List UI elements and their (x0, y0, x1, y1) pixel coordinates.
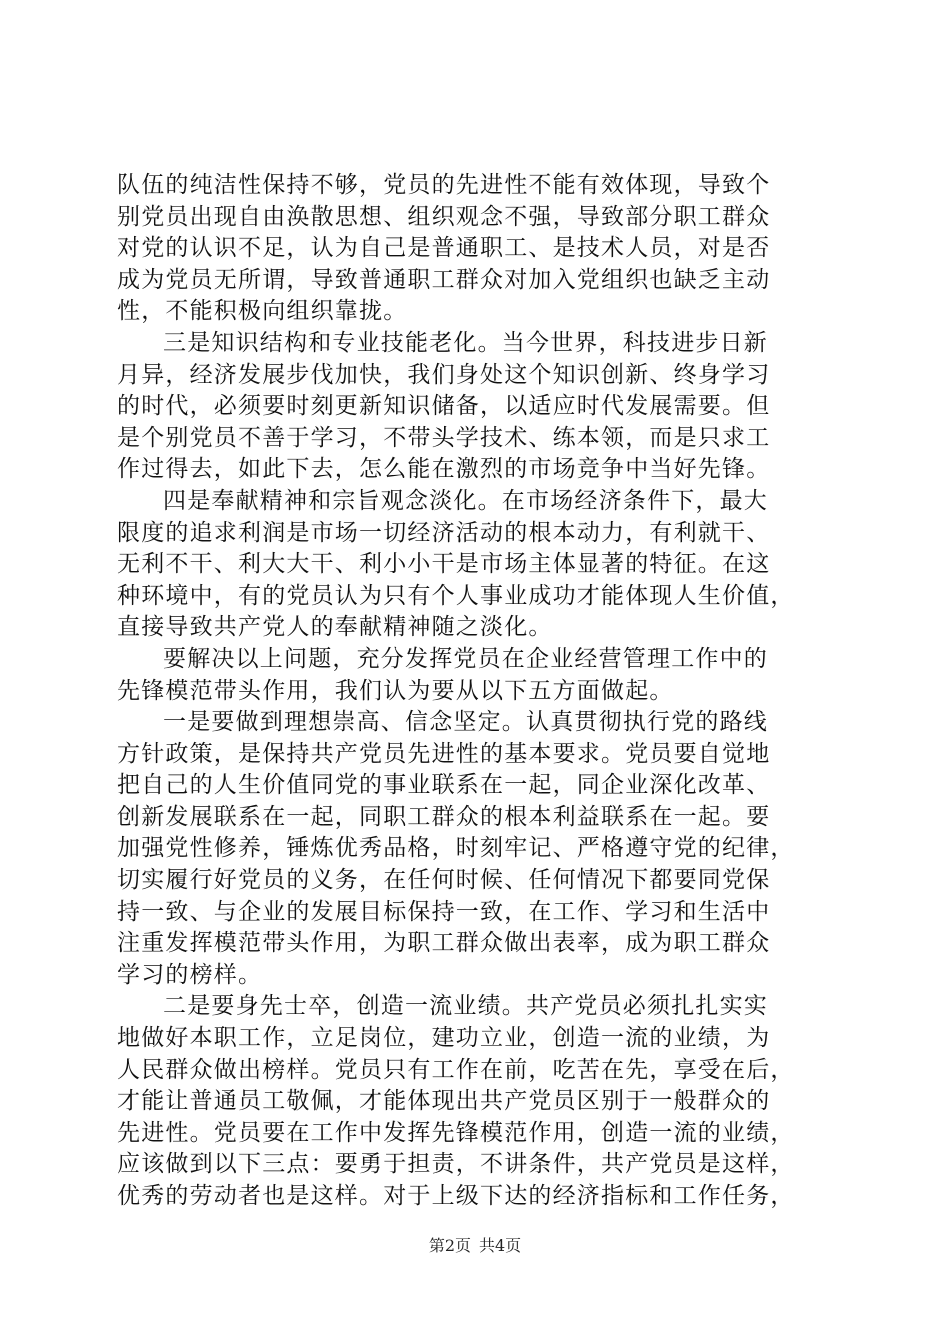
text-line: 无利不干、利大大干、利小小干是市场主体显著的特征。在这 (117, 551, 771, 578)
text-line: 的时代，必须要时刻更新知识储备，以适应时代发展需要。但 (117, 393, 771, 420)
text-line: 直接导致共产党人的奉献精神随之淡化。 (117, 614, 553, 641)
text-line: 月异，经济发展步伐加快，我们身处这个知识创新、终身学习 (117, 361, 771, 388)
text-line: 方针政策，是保持共产党员先进性的基本要求。党员要自觉地 (117, 740, 771, 767)
text-line: 创新发展联系在一起，同职工群众的根本利益联系在一起。要 (117, 803, 771, 830)
text-line: 学习的榜样。 (117, 961, 263, 988)
text-line: 加强党性修养，锤炼优秀品格，时刻牢记、严格遵守党的纪律， (117, 835, 795, 862)
text-line: 限度的追求利润是市场一切经济活动的根本动力，有利就干、 (117, 519, 771, 546)
text-line: 是个别党员不善于学习，不带头学技术、练本领，而是只求工 (117, 424, 771, 451)
text-line: 注重发挥模范带头作用，为职工群众做出表率，成为职工群众 (117, 930, 771, 957)
text-line: 对党的认识不足，认为自己是普通职工、是技术人员，对是否 (117, 235, 771, 262)
text-line: 人民群众做出榜样。党员只有工作在前，吃苦在先，享受在后， (117, 1056, 795, 1083)
text-line: 才能让普通员工敬佩，才能体现出共产党员区别于一般群众的 (117, 1088, 771, 1115)
text-line: 性，不能积极向组织靠拢。 (117, 298, 408, 325)
text-line: 把自己的人生价值同党的事业联系在一起，同企业深化改革、 (117, 772, 771, 799)
text-line: 优秀的劳动者也是这样。对于上级下达的经济指标和工作任务， (117, 1183, 795, 1209)
page-footer (0, 1236, 950, 1256)
text-line: 一是要做到理想崇高、信念坚定。认真贯彻执行党的路线 (163, 709, 768, 736)
text-line: 队伍的纯洁性保持不够，党员的先进性不能有效体现，导致个 (117, 172, 771, 198)
text-line: 别党员出现自由涣散思想、组织观念不强，导致部分职工群众 (117, 203, 771, 230)
text-line: 持一致、与企业的发展目标保持一致，在工作、学习和生活中 (117, 898, 771, 925)
text-line: 成为党员无所谓，导致普通职工群众对加入党组织也缺乏主动 (117, 266, 771, 293)
text-line: 应该做到以下三点：要勇于担责，不讲条件，共产党员是这样， (117, 1151, 795, 1178)
text-line: 三是知识结构和专业技能老化。当今世界，科技进步日新 (163, 329, 768, 356)
text-line: 种环境中，有的党员认为只有个人事业成功才能体现人生价值， (117, 582, 795, 609)
page-number: 第2页 (428, 1236, 471, 1255)
text-line: 先锋模范带头作用，我们认为要从以下五方面做起。 (117, 677, 674, 704)
text-line: 要解决以上问题，充分发挥党员在企业经营管理工作中的 (163, 645, 768, 672)
text-line: 二是要身先士卒，创造一流业绩。共产党员必须扎扎实实 (163, 993, 768, 1020)
text-line: 作过得去，如此下去，怎么能在激烈的市场竞争中当好先锋。 (117, 456, 771, 483)
text-line: 切实履行好党员的义务，在任何时候、任何情况下都要同党保 (117, 867, 771, 894)
text-line: 四是奉献精神和宗旨观念淡化。在市场经济条件下，最大 (163, 487, 768, 514)
text-line: 先进性。党员要在工作中发挥先锋模范作用，创造一流的业绩， (117, 1119, 795, 1146)
page-total: 共4页 (479, 1236, 522, 1255)
document-body (117, 170, 833, 1213)
text-line: 地做好本职工作，立足岗位，建功立业，创造一流的业绩，为 (117, 1025, 771, 1052)
